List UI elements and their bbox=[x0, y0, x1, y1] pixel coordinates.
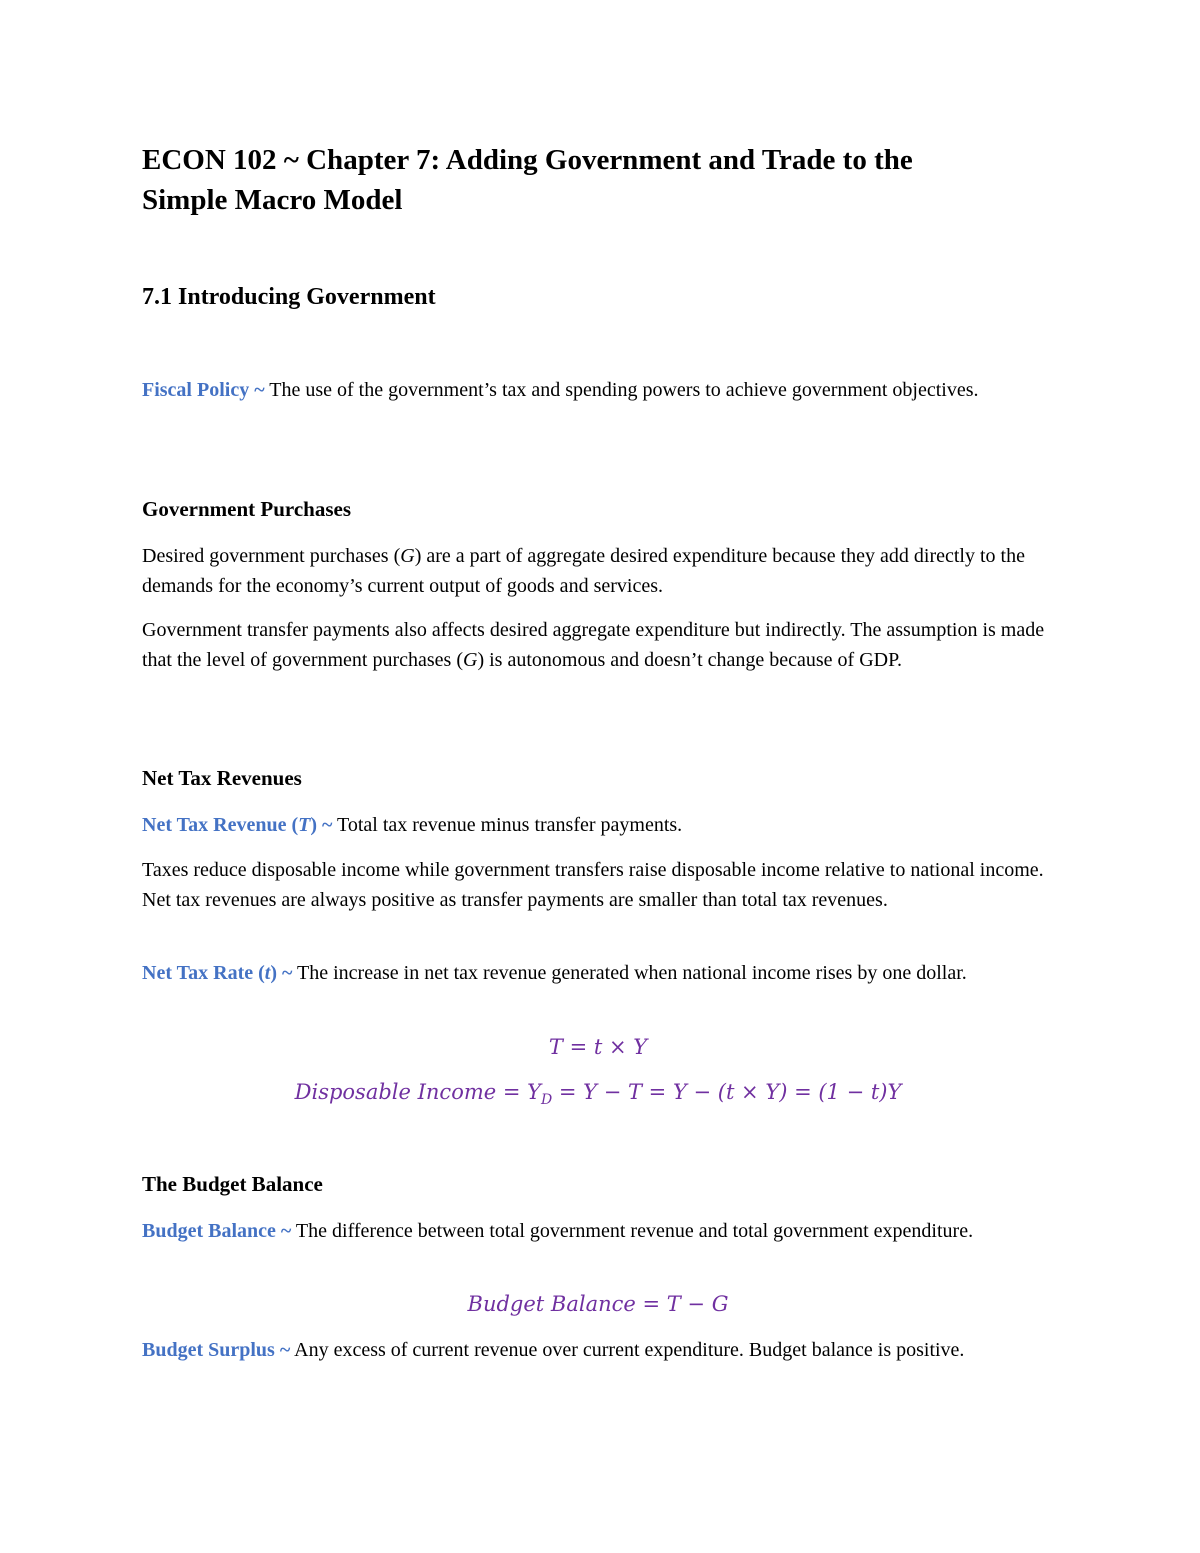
gp-p2-text-a: Government transfer payments also affects desired aggregate expenditure but indirectly. The assumption is made that the level of government purchases ( bbox=[142, 619, 1045, 671]
gp-p1-text-b: ) are a part of aggregate desired expenditure because they add directly to the demands for the economy’s current output of goods and services. bbox=[142, 545, 1025, 597]
budget-surplus-text: Any excess of current revenue over current expenditure. Budget balance is positive. bbox=[290, 1339, 965, 1361]
fiscal-policy-term: Fiscal Policy ~ bbox=[142, 379, 265, 401]
net-tax-revenues-heading: Net Tax Revenues bbox=[142, 766, 302, 790]
gp-p2-text-b: ) is autonomous and doesn’t change because of GDP. bbox=[477, 649, 902, 671]
di-eq-sub: D bbox=[541, 1092, 553, 1109]
net-tax-revenue-definition bbox=[142, 810, 1054, 840]
di-eq-a: Disposable Income = Y bbox=[294, 1080, 541, 1104]
government-purchases-paragraph-1 bbox=[142, 541, 1054, 601]
gp-p2-var: G bbox=[463, 649, 478, 671]
ntr-term-b: ) ~ bbox=[310, 814, 333, 836]
budget-surplus-term: Budget Surplus ~ bbox=[142, 1339, 291, 1361]
equation-disposable-income bbox=[142, 1077, 1054, 1115]
net-tax-revenue-text: Total tax revenue minus transfer payments. bbox=[332, 814, 683, 836]
budget-balance-definition bbox=[142, 1216, 1054, 1246]
ntrate-term-var: t bbox=[264, 962, 271, 984]
fiscal-policy-definition bbox=[142, 375, 1054, 405]
ntr-term-a: Net Tax Revenue ( bbox=[142, 814, 299, 836]
budget-balance-term: Budget Balance ~ bbox=[142, 1220, 292, 1242]
net-tax-rate-definition bbox=[142, 958, 1054, 988]
government-purchases-paragraph-2 bbox=[142, 615, 1054, 675]
ntrate-term-a: Net Tax Rate ( bbox=[142, 962, 265, 984]
budget-balance-text: The difference between total government revenue and total government expenditure. bbox=[291, 1220, 974, 1242]
budget-balance-heading: The Budget Balance bbox=[142, 1172, 323, 1196]
net-tax-paragraph: Taxes reduce disposable income while government transfers raise disposable income relative to national income. Net tax revenues are always positive as transfer payments are smaller than total tax revenues. bbox=[142, 859, 1044, 911]
budget-surplus-definition bbox=[142, 1335, 1054, 1365]
equation-net-tax: T = t × Y bbox=[548, 1035, 648, 1059]
section-heading: 7.1 Introducing Government bbox=[142, 284, 436, 310]
fiscal-policy-text: The use of the government’s tax and spending powers to achieve government objectives. bbox=[264, 379, 979, 401]
net-tax-revenue-term bbox=[142, 814, 332, 836]
net-tax-rate-text: The increase in net tax revenue generated when national income rises by one dollar. bbox=[292, 962, 967, 984]
gp-p1-var: G bbox=[400, 545, 415, 567]
net-tax-rate-term bbox=[142, 962, 292, 984]
ntrate-term-b: ) ~ bbox=[270, 962, 293, 984]
title-line-2: Simple Macro Model bbox=[142, 184, 403, 216]
equation-budget-balance: Budget Balance = T − G bbox=[467, 1292, 729, 1316]
gp-p1-text-a: Desired government purchases ( bbox=[142, 545, 401, 567]
document-title bbox=[142, 140, 1042, 220]
government-purchases-heading: Government Purchases bbox=[142, 497, 352, 521]
title-line-1: ECON 102 ~ Chapter 7: Adding Government and Trade to the bbox=[142, 144, 913, 176]
di-eq-b: = Y − T = Y − (t × Y) = (1 − t)Y bbox=[552, 1080, 902, 1104]
ntr-term-var: T bbox=[298, 814, 311, 836]
